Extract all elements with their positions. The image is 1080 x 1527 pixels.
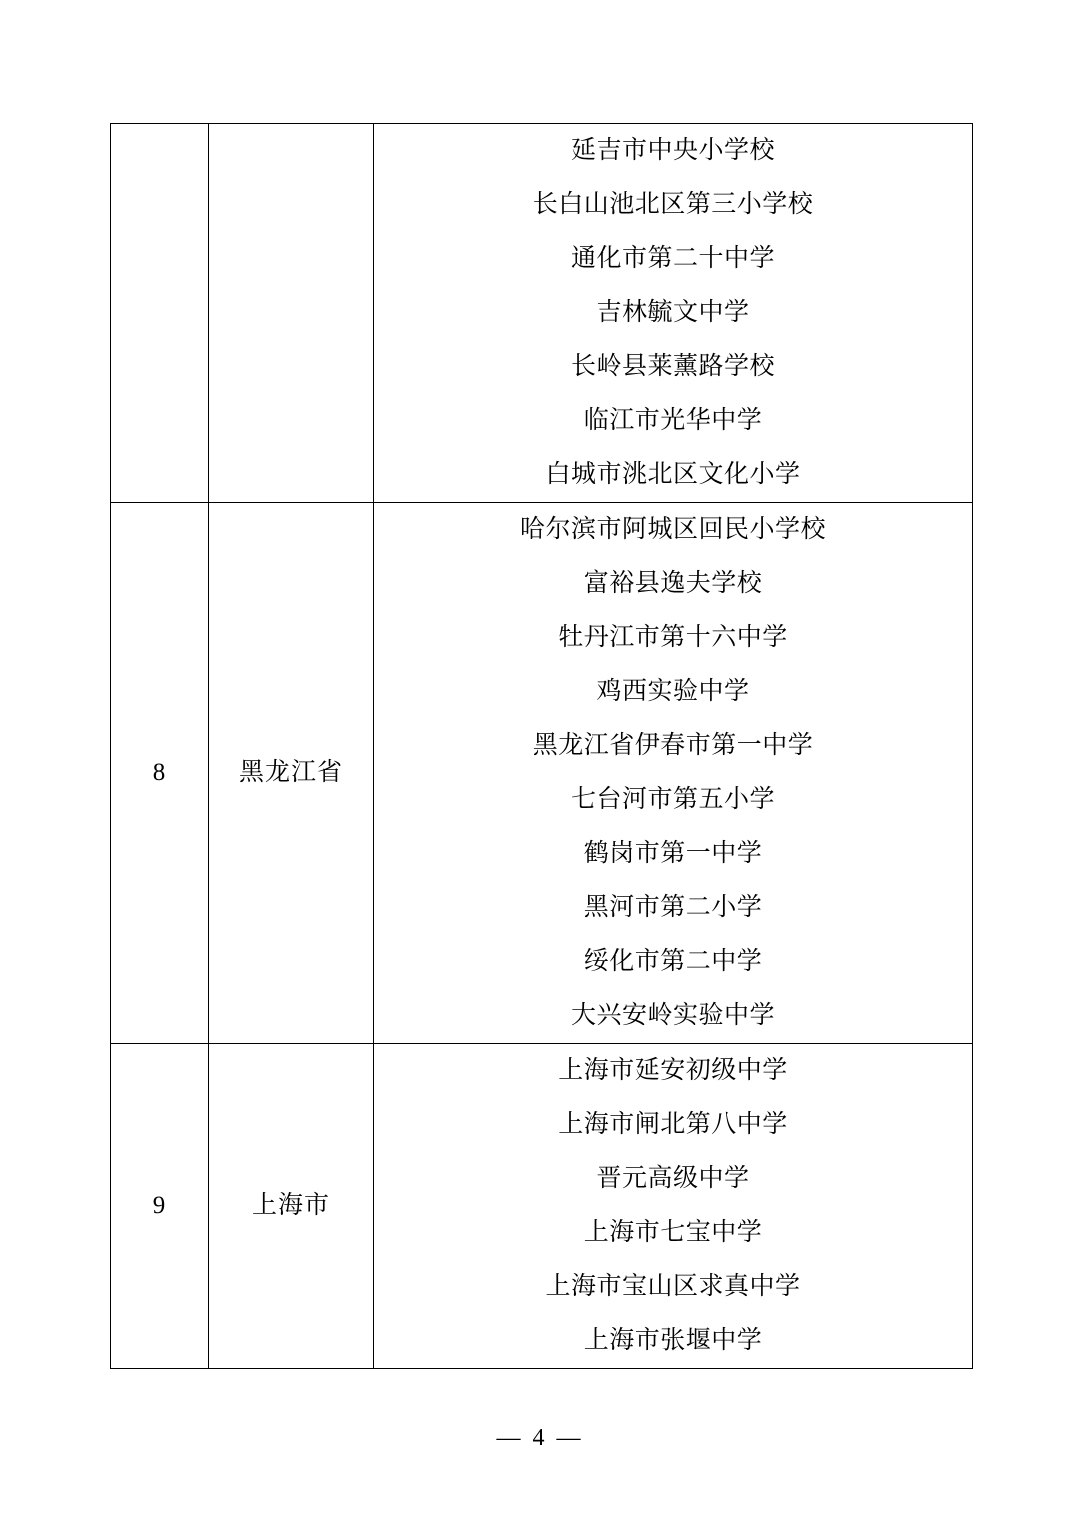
school-name: 临江市光华中学 xyxy=(583,407,763,434)
schools-table xyxy=(110,123,973,1369)
school-name: 牡丹江市第十六中学 xyxy=(558,624,788,651)
school-name: 哈尔滨市阿城区回民小学校 xyxy=(519,516,826,543)
table-row xyxy=(111,124,973,503)
school-name: 延吉市中央小学校 xyxy=(570,137,775,164)
school-name: 晋元高级中学 xyxy=(596,1165,750,1192)
school-name: 白城市洮北区文化小学 xyxy=(545,461,801,488)
school-name: 长白山池北区第三小学校 xyxy=(532,191,814,218)
school-name: 鹤岗市第一中学 xyxy=(583,840,763,867)
school-name: 通化市第二十中学 xyxy=(570,245,775,272)
school-name: 上海市延安初级中学 xyxy=(558,1057,788,1084)
school-name: 七台河市第五小学 xyxy=(570,786,775,813)
row-schools xyxy=(374,124,973,503)
table-row xyxy=(111,503,973,1044)
school-name: 长岭县莱薰路学校 xyxy=(570,353,775,380)
school-name: 上海市宝山区求真中学 xyxy=(545,1273,801,1300)
school-name: 大兴安岭实验中学 xyxy=(570,1002,775,1029)
row-schools xyxy=(374,503,973,1044)
school-name: 上海市七宝中学 xyxy=(583,1219,763,1246)
school-name: 绥化市第二中学 xyxy=(583,948,763,975)
school-name: 鸡西实验中学 xyxy=(596,678,750,705)
page-number: — 4 — xyxy=(496,1425,584,1451)
table-row xyxy=(111,1044,973,1369)
school-name: 黑河市第二小学 xyxy=(583,894,763,921)
table-body xyxy=(111,124,973,1369)
school-name: 上海市闸北第八中学 xyxy=(558,1111,788,1138)
row-region: 上海市 xyxy=(209,1044,374,1369)
school-name: 富裕县逸夫学校 xyxy=(583,570,763,597)
school-name: 上海市张堰中学 xyxy=(583,1327,763,1354)
row-index: 9 xyxy=(111,1044,209,1369)
school-name: 吉林毓文中学 xyxy=(596,299,750,326)
row-region: 黑龙江省 xyxy=(209,503,374,1044)
row-index xyxy=(111,124,209,503)
row-schools xyxy=(374,1044,973,1369)
row-region xyxy=(209,124,374,503)
row-index: 8 xyxy=(111,503,209,1044)
school-name: 黑龙江省伊春市第一中学 xyxy=(532,732,814,759)
